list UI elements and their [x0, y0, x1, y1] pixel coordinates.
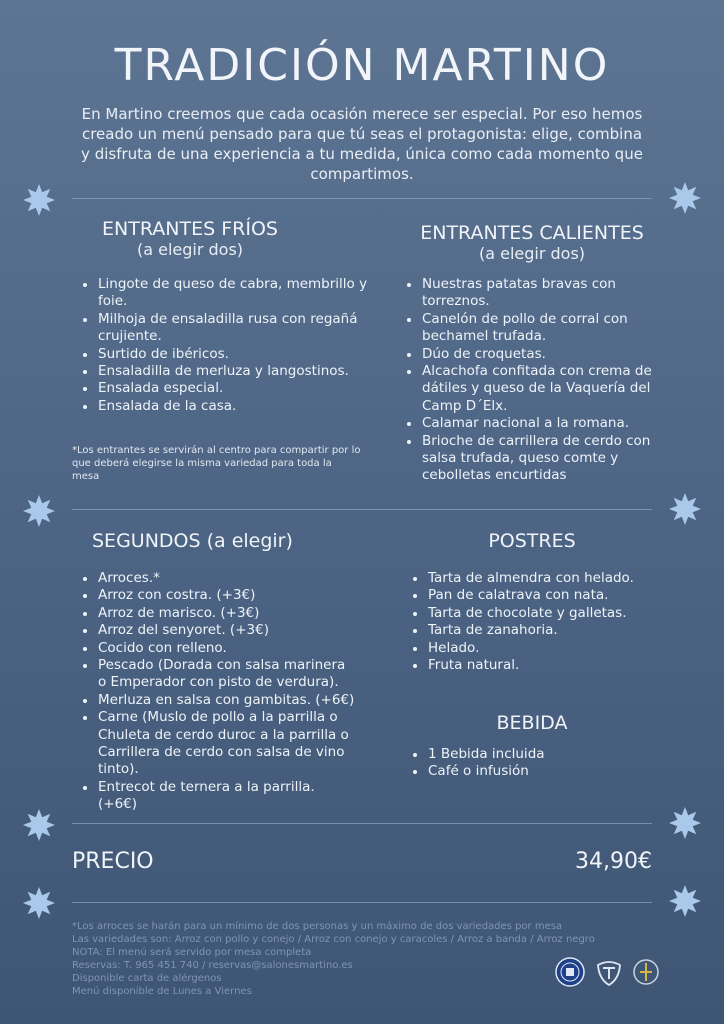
- cold-starter-item: Lingote de queso de cabra, membrillo y foie.: [98, 276, 368, 310]
- mains-list: [72, 570, 356, 814]
- drink-item: Café o infusión: [428, 763, 662, 780]
- hot-starter-item: Canelón de pollo de corral con bechamel trufada.: [422, 311, 662, 346]
- hot-starters-subtitle: (a elegir dos): [478, 244, 586, 263]
- cold-starter-item: Surtido de ibéricos.: [98, 346, 368, 363]
- main-course-item: Arroz con costra. (+3€): [98, 587, 356, 604]
- footer-line: Disponible carta de alérgenos: [72, 973, 222, 984]
- footer-notes: [72, 920, 595, 998]
- dessert-item: Tarta de zanahoria.: [428, 622, 662, 639]
- drinks-title: BEBIDA: [496, 712, 568, 734]
- desserts-title: POSTRES: [488, 530, 576, 552]
- cold-starter-item: Ensalada de la casa.: [98, 398, 368, 415]
- divider-price-bottom: [72, 902, 652, 903]
- desserts-list: [402, 570, 662, 674]
- hot-starter-item: Dúo de croquetas.: [422, 346, 662, 363]
- snowflake-star-icon: [668, 492, 702, 526]
- snowflake-star-icon: [668, 181, 702, 215]
- dessert-item: Tarta de almendra con helado.: [428, 570, 662, 587]
- snowflake-star-icon: [668, 884, 702, 918]
- shield-badge-logo-icon: [594, 957, 624, 987]
- drinks-list: [402, 746, 662, 781]
- main-course-item: Carne (Muslo de pollo a la parrilla o Chuleta de cerdo duroc a la parrilla o Carrillera de cerdo con salsa de vino tinto).: [98, 709, 356, 779]
- main-course-item: Arroces.*: [98, 570, 356, 587]
- footer-line: *Los arroces se harán para un mínimo de dos personas y un máximo de dos variedades por mesa: [72, 921, 563, 932]
- divider-price-top: [72, 823, 652, 824]
- footer-line: NOTA: El menú será servido por mesa completa: [72, 947, 312, 958]
- dessert-item: Tarta de chocolate y galletas.: [428, 605, 662, 622]
- dessert-item: Helado.: [428, 640, 662, 657]
- price-label: PRECIO: [72, 849, 154, 874]
- section-cold-starters: [72, 218, 368, 415]
- main-course-item: Cocido con relleno.: [98, 640, 356, 657]
- snowflake-star-icon: [22, 183, 56, 217]
- snowflake-star-icon: [22, 808, 56, 842]
- main-course-item: Merluza en salsa con gambitas. (+6€): [98, 691, 355, 708]
- divider-top: [72, 198, 652, 199]
- cold-starter-item: Milhoja de ensaladilla rusa con regañá crujiente.: [98, 311, 368, 346]
- dessert-item: Pan de calatrava con nata.: [428, 587, 662, 604]
- price-value: 34,90€: [575, 849, 652, 874]
- footer-line: Menú disponible de Lunes a Viernes: [72, 986, 252, 997]
- page-title: TRADICIÓN MARTINO: [114, 40, 610, 91]
- main-course-item: Arroz de marisco. (+3€): [98, 605, 356, 622]
- cold-starters-subtitle: (a elegir dos): [136, 240, 244, 259]
- hot-starter-item: Brioche de carrillera de cerdo con salsa trufada, queso comte y cebolletas encurtidas: [422, 433, 662, 485]
- hot-starter-item: Calamar nacional a la romana.: [422, 415, 662, 432]
- section-drinks: [402, 712, 662, 781]
- section-mains: [72, 530, 362, 814]
- intro-text: En Martino creemos que cada ocasión merece ser especial. Por eso hemos creado un menú pensado para que tú seas el protagonista: elige, combina y disfruta de una experiencia a tu medida, única como cada momento que compartimos.: [81, 105, 643, 183]
- section-desserts: [402, 530, 662, 674]
- hot-starters-list: [396, 276, 662, 485]
- dessert-item: Fruta natural.: [428, 657, 662, 674]
- snowflake-star-icon: [668, 806, 702, 840]
- cold-starters-title: ENTRANTES FRÍOS: [102, 218, 278, 240]
- hot-starter-item: Nuestras patatas bravas con torreznos.: [422, 276, 662, 311]
- footer-line: Reservas: T. 965 451 740 / reservas@salonesmartino.es: [72, 960, 353, 971]
- section-hot-starters: [396, 222, 668, 485]
- mains-title: SEGUNDOS (a elegir): [92, 530, 293, 552]
- snowflake-star-icon: [22, 494, 56, 528]
- hot-starters-title: ENTRANTES CALIENTES: [420, 222, 644, 244]
- circular-seal-logo-icon: [555, 957, 585, 987]
- hot-starter-item: Alcachofa confitada con crema de dátiles y queso de la Vaquería del Camp D´Elx.: [422, 363, 662, 415]
- cold-starter-item: Ensaladilla de merluza y langostinos.: [98, 363, 368, 380]
- footer-line: Las variedades son: Arroz con pollo y conejo / Arroz con conejo y caracoles / Arroz a banda / Arroz negro: [72, 934, 595, 945]
- main-course-item: Arroz del senyoret. (+3€): [98, 622, 356, 639]
- snowflake-star-icon: [22, 886, 56, 920]
- main-course-item: Entrecot de ternera a la parrilla. (+6€): [98, 779, 356, 814]
- starters-note: *Los entrantes se servirán al centro para compartir por lo que deberá elegirse la misma variedad para toda la mesa: [72, 445, 361, 482]
- round-emblem-logo-icon: [631, 957, 661, 987]
- main-course-item: Pescado (Dorada con salsa marinera o Emperador con pisto de verdura).: [98, 657, 356, 692]
- cold-starter-item: Ensalada especial.: [98, 380, 368, 397]
- drink-item: 1 Bebida incluida: [428, 746, 662, 763]
- cold-starters-list: [72, 276, 368, 415]
- divider-middle: [72, 509, 652, 510]
